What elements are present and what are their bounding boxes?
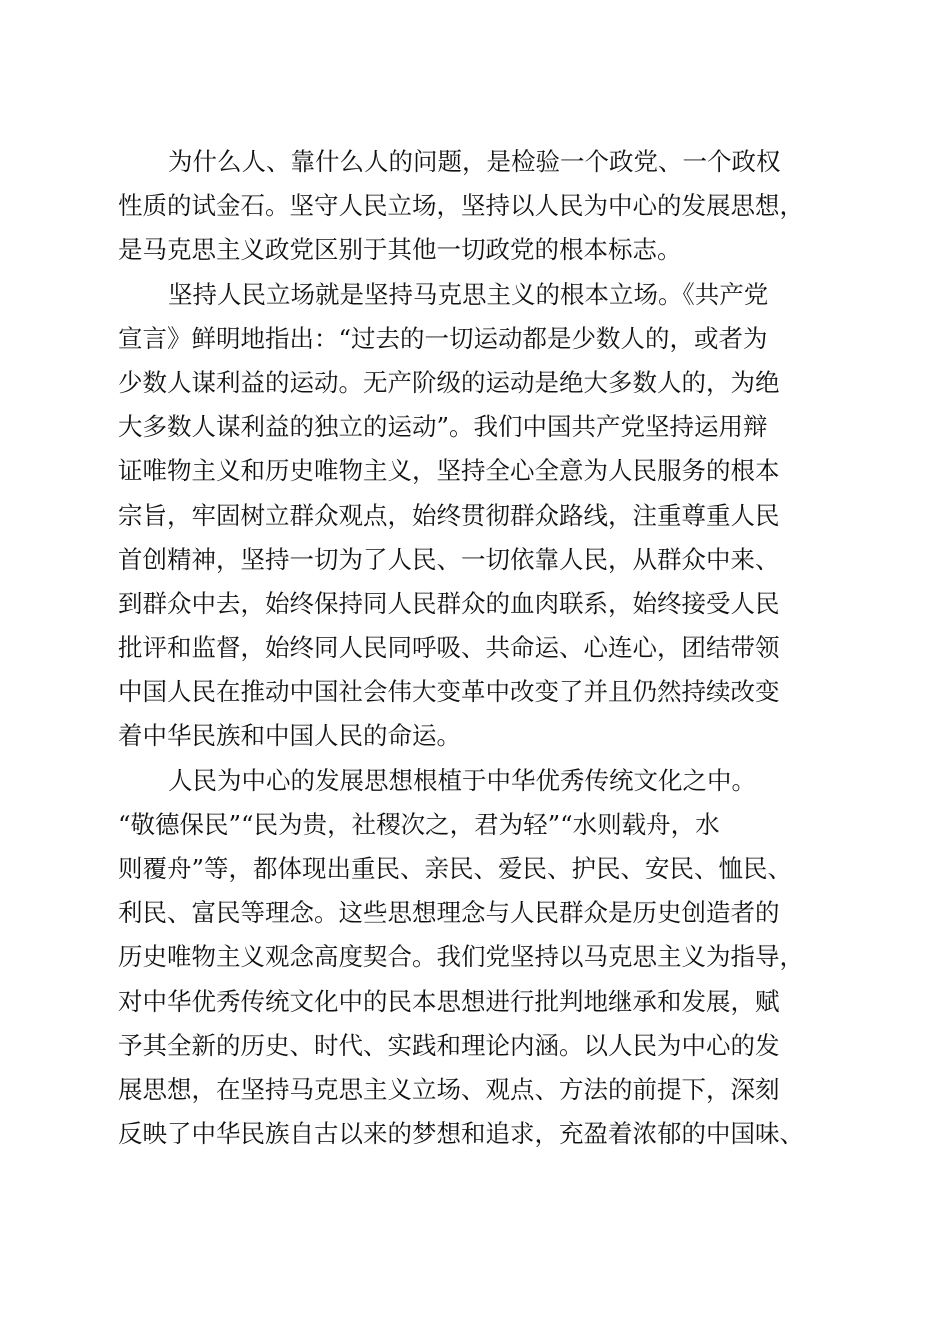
body-text: [118, 140, 838, 1156]
paragraph-line: “敬德保民”“民为贵，社稷次之，君为轻”“水则载舟，水: [118, 809, 720, 839]
paragraph-line: 证唯物主义和历史唯物主义，坚持全心全意为人民服务的根本: [118, 456, 780, 486]
paragraph-line: 利民、富民等理念。这些思想理念与人民群众是历史创造者的: [118, 898, 780, 928]
paragraph-line: 坚持人民立场就是坚持马克思主义的根本立场。《共产党: [168, 279, 769, 309]
paragraph-line: 批评和监督，始终同人民同呼吸、共命运、心连心，团结带领: [118, 633, 780, 663]
paragraph-line: 性质的试金石。坚守人民立场，坚持以人民为中心的发展思想，: [118, 191, 804, 221]
paragraph-line: 着中华民族和中国人民的命运。: [118, 721, 461, 751]
paragraph-3: [118, 759, 838, 1157]
paragraph-line: 到群众中去，始终保持同人民群众的血肉联系，始终接受人民: [118, 588, 780, 618]
paragraph-2: [118, 273, 838, 759]
paragraph-line: 宣言》鲜明地指出：“过去的一切运动都是少数人的，或者为: [118, 323, 768, 353]
paragraph-line: 人民为中心的发展思想根植于中华优秀传统文化之中。: [168, 765, 756, 795]
paragraph-line: 展思想，在坚持马克思主义立场、观点、方法的前提下，深刻: [118, 1074, 780, 1104]
paragraph-line: 予其全新的历史、时代、实践和理论内涵。以人民为中心的发: [118, 1030, 780, 1060]
paragraph-line: 宗旨，牢固树立群众观点，始终贯彻群众路线，注重尊重人民: [118, 500, 780, 530]
paragraph-line: 则覆舟”等，都体现出重民、亲民、爱民、护民、安民、恤民、: [118, 854, 793, 883]
paragraph-line: 历史唯物主义观念高度契合。我们党坚持以马克思主义为指导，: [118, 942, 804, 972]
paragraph-line: 是马克思主义政党区别于其他一切政党的根本标志。: [118, 235, 682, 265]
paragraph-line: 首创精神，坚持一切为了人民、一切依靠人民，从群众中来、: [118, 544, 780, 574]
paragraph-1: [118, 140, 838, 273]
paragraph-line: 为什么人、靠什么人的问题，是检验一个政党、一个政权: [168, 147, 781, 176]
paragraph-line: 对中华优秀传统文化中的民本思想进行批判地继承和发展，赋: [118, 986, 780, 1016]
paragraph-line: 中国人民在推动中国社会伟大变革中改变了并且仍然持续改变: [118, 677, 780, 707]
paragraph-line: 反映了中华民族自古以来的梦想和追求，充盈着浓郁的中国味、: [118, 1119, 804, 1149]
paragraph-line: 大多数人谋利益的独立的运动”。我们中国共产党坚持运用辩: [118, 412, 768, 442]
paragraph-line: 少数人谋利益的运动。无产阶级的运动是绝大多数人的，为绝: [118, 367, 780, 397]
